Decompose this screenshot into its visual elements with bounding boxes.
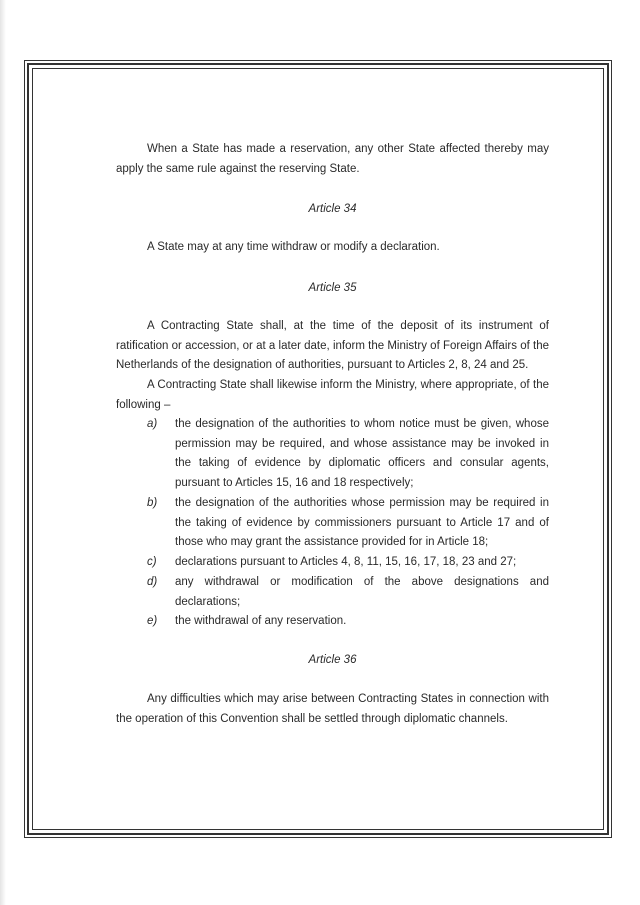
list-item-letter: a)	[147, 418, 158, 430]
list-item-text: any withdrawal or modification of the above designations and declarations;	[175, 576, 549, 608]
list-item-text: the designation of the authorities whose permission may be required in the taking of evidence by commissioners pursuant to Article 17 and of those who may grant the assistance provided for in Article 18;	[175, 497, 549, 548]
paragraph-inform-designation: A Contracting State shall, at the time of the deposit of its instrument of ratification or accession, or at a later date, inform the Ministry of Foreign Affairs of the Netherlands of the designation of authorities, pursuant to Articles 2, 8, 24 and 25.	[116, 320, 549, 371]
paragraph-inform-following: A Contracting State shall likewise inform the Ministry, where appropriate, of the following –	[116, 379, 549, 411]
list-item-letter: c)	[147, 556, 157, 568]
heading-article-34: Article 34	[308, 203, 357, 215]
list-item-text: declarations pursuant to Articles 4, 8, 11, 15, 16, 17, 18, 23 and 27;	[175, 556, 517, 568]
paragraph-withdraw-declaration: A State may at any time withdraw or modify a declaration.	[147, 241, 440, 253]
list-item-text: the designation of the authorities to whom notice must be given, whose permission may be required, and whose assistance may be invoked in the taking of evidence by diplomatic officers and consular agents, pursuant to Articles 15, 16 and 18 respectively;	[175, 418, 549, 489]
list-item-text: the withdrawal of any reservation.	[175, 615, 347, 627]
paragraph-reservation-reciprocity: When a State has made a reservation, any other State affected thereby may apply the same rule against the reserving State.	[116, 143, 549, 175]
paragraph-difficulties: Any difficulties which may arise between Contracting States in connection with the operation of this Convention shall be settled through diplomatic channels.	[116, 693, 549, 725]
heading-article-35: Article 35	[308, 282, 357, 294]
heading-article-36: Article 36	[308, 654, 357, 666]
list-item-letter: b)	[147, 497, 158, 509]
page-edge-shadow	[0, 0, 6, 905]
list-item-letter: d)	[147, 576, 158, 588]
list-item-letter: e)	[147, 615, 158, 627]
